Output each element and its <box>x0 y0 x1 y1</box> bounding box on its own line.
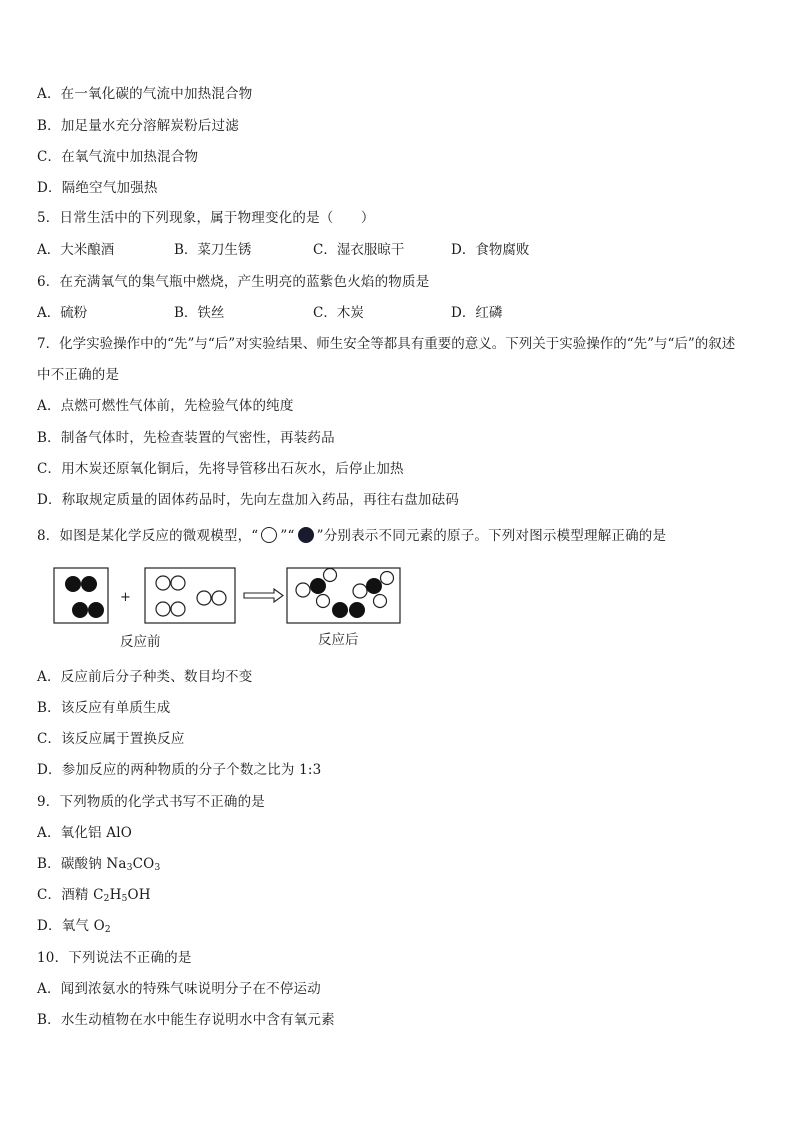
q8-option-b: B．该反应有单质生成 <box>37 700 171 716</box>
formula-subscript: 5 <box>121 894 128 904</box>
white-atom <box>171 576 185 590</box>
q5-options <box>37 238 597 258</box>
white-atom <box>381 572 394 585</box>
q7-option-b: B．制备气体时，先检查装置的气密性，再装药品 <box>37 430 335 446</box>
q6-stem: 6．在充满氧气的集气瓶中燃烧，产生明亮的蓝紫色火焰的物质是 <box>37 274 430 290</box>
black-atom <box>366 578 382 594</box>
q6-option-c: C．木炭 <box>313 305 364 321</box>
formula-part: CO <box>132 856 155 872</box>
q8-option-c: C．该反应属于置换反应 <box>37 731 185 747</box>
formula-part: O <box>93 918 105 934</box>
q9-option-b-label: B．碳酸钠 <box>37 856 107 872</box>
q7-stem-line2: 中不正确的是 <box>37 367 120 383</box>
formula-part: OH <box>127 887 151 903</box>
q4-option-a: A．在一氧化碳的气流中加热混合物 <box>37 86 253 102</box>
q7-option-a: A．点燃可燃性气体前，先检验气体的纯度 <box>37 398 294 414</box>
caption-after: 反应后 <box>318 632 359 648</box>
black-atom <box>310 578 326 594</box>
black-atom <box>332 602 348 618</box>
q9-option-b <box>37 852 160 872</box>
black-atom <box>65 576 81 592</box>
plus-sign: + <box>120 590 131 605</box>
q4-option-d: D．隔绝空气加强热 <box>37 180 158 196</box>
white-atom <box>212 591 226 605</box>
formula-part: Na <box>106 856 127 872</box>
q5-option-b: B．菜刀生锈 <box>174 242 252 258</box>
white-atom <box>353 584 367 598</box>
formula-subscript: 3 <box>126 863 133 873</box>
q4-option-b: B．加足量水充分溶解炭粉后过滤 <box>37 118 239 134</box>
q5-option-d: D．食物腐败 <box>451 242 530 258</box>
q6-options <box>37 301 597 321</box>
formula-subscript: 3 <box>154 863 161 873</box>
q6-option-a: A．硫粉 <box>37 305 88 321</box>
white-atom <box>171 602 185 616</box>
q9-stem: 9．下列物质的化学式书写不正确的是 <box>37 794 265 810</box>
white-atom <box>156 576 170 590</box>
white-atom <box>156 602 170 616</box>
q8-stem-part3: ”分别表示不同元素的原子。下列对图示模型理解正确的是 <box>316 528 667 544</box>
q9-option-a <box>37 821 132 841</box>
formula-subscript: 2 <box>103 894 110 904</box>
white-atom-symbol <box>261 527 277 543</box>
black-atom <box>88 602 104 618</box>
black-atom-symbol <box>298 527 314 543</box>
q8-stem-part2: ”“ <box>280 528 295 544</box>
q9-option-a-label: A．氧化铝 <box>37 825 107 841</box>
q7-stem-line1: 7．化学实验操作中的“先”与“后”对实验结果、师生安全等都具有重要的意义。下列关于实验操作的“先”与“后”的叙述 <box>37 336 736 352</box>
q8-stem <box>37 524 666 544</box>
black-atom <box>81 576 97 592</box>
q9-option-c-label: C．酒精 <box>37 887 94 903</box>
black-atom <box>349 602 365 618</box>
q9-option-c <box>37 883 151 903</box>
q6-option-d: D．红磷 <box>451 305 503 321</box>
white-atom <box>374 595 387 608</box>
q5-stem: 5．日常生活中的下列现象，属于物理变化的是（ ） <box>37 210 375 226</box>
white-atom <box>296 583 310 597</box>
q8-option-d: D．参加反应的两种物质的分子个数之比为 1:3 <box>37 762 322 778</box>
q7-option-c: C．用木炭还原氧化铜后，先将导管移出石灰水，后停止加热 <box>37 461 404 477</box>
q4-option-c: C．在氧气流中加热混合物 <box>37 149 199 165</box>
caption-before: 反应前 <box>120 634 161 650</box>
q7-option-d: D．称取规定质量的固体药品时，先向左盘加入药品，再往右盘加砝码 <box>37 492 460 508</box>
white-atom <box>317 595 330 608</box>
q8-stem-part1: 8．如图是某化学反应的微观模型，“ <box>37 528 259 544</box>
reaction-diagram <box>50 565 410 627</box>
q9-option-d <box>37 914 111 934</box>
q10-option-a: A．闻到浓氨水的特殊气味说明分子在不停运动 <box>37 981 321 997</box>
formula-subscript: 2 <box>104 925 111 935</box>
q10-option-b: B．水生动植物在水中能生存说明水中含有氧元素 <box>37 1012 335 1028</box>
q5-option-c: C．湿衣服晾干 <box>313 242 405 258</box>
formula-part: H <box>109 887 122 903</box>
q6-option-b: B．铁丝 <box>174 305 225 321</box>
q9-option-d-label: D．氧气 <box>37 918 94 934</box>
q5-option-a: A．大米酿酒 <box>37 242 115 258</box>
q10-stem: 10．下列说法不正确的是 <box>37 950 192 966</box>
q9-option-a-formula: AlO <box>106 825 132 841</box>
reaction-model-figure <box>50 565 410 650</box>
black-atom <box>72 602 88 618</box>
q8-option-a: A．反应前后分子种类、数目均不变 <box>37 669 253 685</box>
formula-part: C <box>93 887 104 903</box>
white-atom <box>324 569 337 582</box>
reaction-arrow <box>244 589 283 602</box>
white-atom <box>197 591 211 605</box>
